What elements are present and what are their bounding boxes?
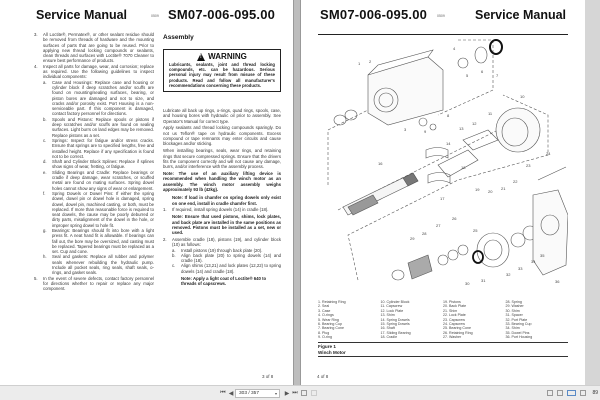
svg-text:12: 12 bbox=[472, 121, 477, 126]
svg-text:19: 19 bbox=[475, 187, 480, 192]
divider bbox=[318, 356, 568, 357]
header-doc-code: SM07-006-095.00 bbox=[168, 7, 276, 22]
svg-text:23: 23 bbox=[526, 163, 531, 168]
svg-text:16: 16 bbox=[378, 161, 383, 166]
note: Note: Ensure that used pistons, shims, lock plates, and back plate are installed in the same positions as removed. Pistons must be installed as a set, new or used. bbox=[172, 214, 281, 236]
note: Note: If load in chamfer on spring dowels only exist on one end, install in cradle chamfer first. bbox=[172, 195, 281, 206]
list-item: a. Install pistons (19) through back plate (20). bbox=[172, 247, 263, 253]
header-title: Service Manual bbox=[36, 8, 128, 22]
page-4 bbox=[300, 0, 585, 385]
svg-text:25: 25 bbox=[473, 228, 478, 233]
svg-text:4: 4 bbox=[453, 46, 456, 51]
parts-legend bbox=[318, 300, 568, 340]
header-date-code: 0509 bbox=[151, 14, 159, 18]
svg-text:21: 21 bbox=[501, 186, 506, 191]
page-3 bbox=[0, 0, 294, 385]
svg-text:24: 24 bbox=[546, 151, 551, 156]
svg-text:6: 6 bbox=[481, 69, 484, 74]
legend-column: 19. Pistons 20. Back Plate 21. Shim 22. Lock Plate 23. Capscrew 24. Capscrew 25. Bearing Cone 26. Retaining Ring 27. Washer bbox=[443, 300, 473, 340]
svg-text:20: 20 bbox=[488, 189, 493, 194]
list-item: b. Align back plate (20) to spring dowels (14) and cradle (18). bbox=[172, 252, 281, 264]
svg-text:18: 18 bbox=[461, 165, 466, 170]
section-title-assembly: Assembly bbox=[163, 34, 194, 41]
warning-title: WARNING bbox=[208, 52, 247, 61]
left-column bbox=[34, 32, 154, 292]
list-item: 3. All Loctite®, Permatex®, or other sealant residue should be removed from threads of hardware and the mounting surfaces of parts that are going to be reused. Prior to applying new thread locking compounds or sealants, clean threads and surfaces with Loctite® 7070 Cleaner to ensure best performance of products. bbox=[34, 32, 154, 64]
page-number-input[interactable]: 303 / 357 ▾ bbox=[235, 389, 280, 398]
svg-text:13: 13 bbox=[459, 126, 464, 131]
svg-text:28: 28 bbox=[422, 231, 427, 236]
list-item: h. Seal and gaskets: Replace all rubber and polymer seals whenever rebuilding the hydraulic pump. Include all pocket seals, ring seals, shaft seals, o-rings, and gasket seals. bbox=[43, 254, 154, 276]
list-item: 1. If required, install spring dowels (14) in cradle (18). bbox=[163, 207, 269, 213]
zoom-level[interactable]: 89 bbox=[592, 390, 598, 396]
figure-caption: Figure 1 Winch Motor bbox=[318, 344, 346, 355]
page-number: 3 of 8 bbox=[262, 374, 274, 379]
legend-column: 1. Retaining Ring 2. Seal 3. Case 4. O-rings 5. Wear Ring 6. Bearing Cup 7. Bearing Cone 8. Plug 9. O-ring bbox=[318, 300, 346, 340]
svg-text:8: 8 bbox=[447, 113, 450, 118]
svg-text:5: 5 bbox=[466, 73, 469, 78]
exploded-diagram bbox=[318, 35, 568, 297]
list-item: c. Align shims (13,21) and lock plates (12,22) to spring dowels (14) and cradle (18). bbox=[172, 263, 281, 274]
note: Note: Apply a light coat of Loctite® 640 to threads of capscrews. bbox=[181, 276, 267, 287]
paste-page-icon[interactable] bbox=[311, 390, 317, 396]
svg-text:2: 2 bbox=[369, 59, 372, 64]
next-page-button[interactable]: ▶ bbox=[284, 390, 290, 397]
warning-triangle-icon bbox=[197, 53, 205, 61]
svg-text:32: 32 bbox=[506, 272, 511, 277]
svg-text:3: 3 bbox=[404, 127, 407, 132]
svg-text:9: 9 bbox=[424, 129, 427, 134]
list-item: b. Spools and Pistons: Replace spools or pistons if deep scratches and/or scuffs are found on sealing surfaces. Light burrs on land edges may be removed. Replace pistons as a set. bbox=[43, 116, 154, 138]
prev-page-button[interactable]: ◀ bbox=[228, 390, 234, 397]
list-item: 4. Inspect all parts for damage, wear, and corrosion; replace as required. Use the following guidelines to inspect individual components: bbox=[34, 63, 154, 80]
note: Note: The use of an auxiliary lifting device is recommended when handling the winch motor as an assembly. The winch motor assembly weighs approximately 93 lb (42kg). bbox=[163, 171, 281, 192]
list-item: f. Spring Dowels or Dowel Pins: If either the spring dowel, dowel pin or dowel hole is damaged, spring dowel, dowel pin, machined casting, or both, must be replaced. If more than reasonable force is required to seat dowels, the cause may be poorly deburred or dirty parts, misalignment of the dowel in the hole, or improper spring dowel to hole fit. bbox=[43, 190, 154, 228]
svg-text:10: 10 bbox=[520, 94, 525, 99]
svg-text:31: 31 bbox=[481, 278, 486, 283]
legend-column: 28. Spring 29. Washer 30. Shim 31. Spacer 32. Port Plate 33. Bearing Cup 34. Shim 35. Dowel Pins 36. Port Housing bbox=[505, 300, 533, 340]
svg-text:26: 26 bbox=[452, 216, 457, 221]
svg-text:30: 30 bbox=[465, 281, 470, 286]
svg-text:14: 14 bbox=[446, 141, 451, 146]
inspection-sublist bbox=[34, 80, 154, 276]
svg-text:33: 33 bbox=[518, 266, 523, 271]
svg-text:22: 22 bbox=[513, 179, 518, 184]
header-doc-code: SM07-006-095.00 bbox=[320, 7, 428, 22]
two-page-view-icon[interactable] bbox=[567, 390, 576, 396]
svg-text:1: 1 bbox=[358, 61, 361, 66]
last-page-button[interactable]: ⏭ bbox=[292, 389, 298, 396]
warning-text: Lubricants, sealants, joint and thread locking compounds, etc. can be hazardous. Serious personal injury may result from misuse of these products. Read and follow all manufacturer's recommendations concerning these products. bbox=[169, 62, 275, 88]
page-number: 4 of 8 bbox=[317, 374, 329, 379]
figure-winch-motor bbox=[318, 34, 568, 372]
copy-page-icon[interactable] bbox=[301, 390, 307, 396]
svg-text:36: 36 bbox=[555, 279, 560, 284]
continuous-view-icon[interactable] bbox=[557, 390, 563, 396]
list-item: e. Sliding Bearings and Cradle: Replace bearings or cradle if deep damage, wear scratches, or scuffed metal are found on mating surfaces. Spring dowel holes cannot show any signs of wear or enlargement. bbox=[43, 169, 154, 191]
svg-text:29: 29 bbox=[410, 236, 415, 241]
header-date-code: 0509 bbox=[437, 14, 445, 18]
svg-text:11: 11 bbox=[488, 111, 493, 116]
warning-box bbox=[163, 49, 281, 92]
legend-column: 10. Cylinder Block 11. Capscrew 12. Lock Plate 13. Shim 14. Spring Dowels 15. Spring Dowels 16. Shaft 17. Sliding Bearing 18. Cradle bbox=[380, 300, 411, 340]
svg-text:7: 7 bbox=[496, 73, 499, 78]
vertical-scrollbar[interactable] bbox=[585, 0, 600, 385]
right-column bbox=[163, 108, 281, 288]
svg-text:27: 27 bbox=[436, 223, 441, 228]
first-page-button[interactable]: ⏮ bbox=[220, 389, 226, 396]
divider bbox=[318, 342, 568, 343]
list-item: c. Springs: Inspect for fatigue and/or stress cracks. Ensure that springs are to specified lengths, free and installed height. Replace if any specification is found not to be correct. bbox=[43, 137, 154, 159]
paragraph: When installing bearings, seals, wear rings, and retaining rings that secure compressed springs. Ensure that the drivers fits the component correctly and will not cause any damage, burrs, and/or interference with the assembly process. bbox=[163, 148, 281, 170]
list-item: g. Bearings: Bearings should fit into bore with a light press fit. A neat hand fit is allowable. If bearings can fall out, the bore may be oversized, and casting must be replaced. Tapered bearings must be replaced as a set. Cup and cone. bbox=[43, 227, 154, 255]
header-title: Service Manual bbox=[475, 8, 567, 22]
svg-text:17: 17 bbox=[440, 196, 445, 201]
list-item: d. Shaft and Cylinder Block Splines: Replace if splines show signs of wear, fretting, or fatigue. bbox=[43, 159, 154, 170]
list-item: a. Case and Housings: Replace case and housing or cylinder block if deep scratches and/or scuffs are found on mounting/sealing surfaces, bearing, or piston bores are damaged and not to size, and cracks and/or porosity exist. Port Housing is a non-serviceable part. If this component is damaged, contact factory personnel for directions. bbox=[43, 79, 154, 117]
svg-text:35: 35 bbox=[540, 253, 545, 258]
paragraph: Apply sealants and thread locking compounds sparingly. Do not us Teflon® tape on hydraulic components. Excess compound or tape remnants may enter circuits and cause blockages and/or sticking. bbox=[163, 125, 281, 147]
paragraph: Lubricate all back up rings, o-rings, quad rings, spools, case, and housing bores with hydraulic oil prior to assembly. See Operator's Manual for correct type. bbox=[163, 108, 281, 124]
svg-text:34: 34 bbox=[531, 259, 536, 264]
single-page-view-icon[interactable] bbox=[547, 390, 553, 396]
viewer-toolbar bbox=[0, 385, 600, 400]
list-item: 5. In the event of severe defects, contact factory personnel for directions whether to repair or replace any major component. bbox=[34, 275, 154, 292]
chevron-down-icon[interactable]: ▾ bbox=[274, 390, 277, 396]
list-item: 2. Assemble cradle (18), pistons (19), and cylinder block (10) as follows: bbox=[163, 237, 281, 248]
fit-page-icon[interactable] bbox=[580, 390, 586, 396]
